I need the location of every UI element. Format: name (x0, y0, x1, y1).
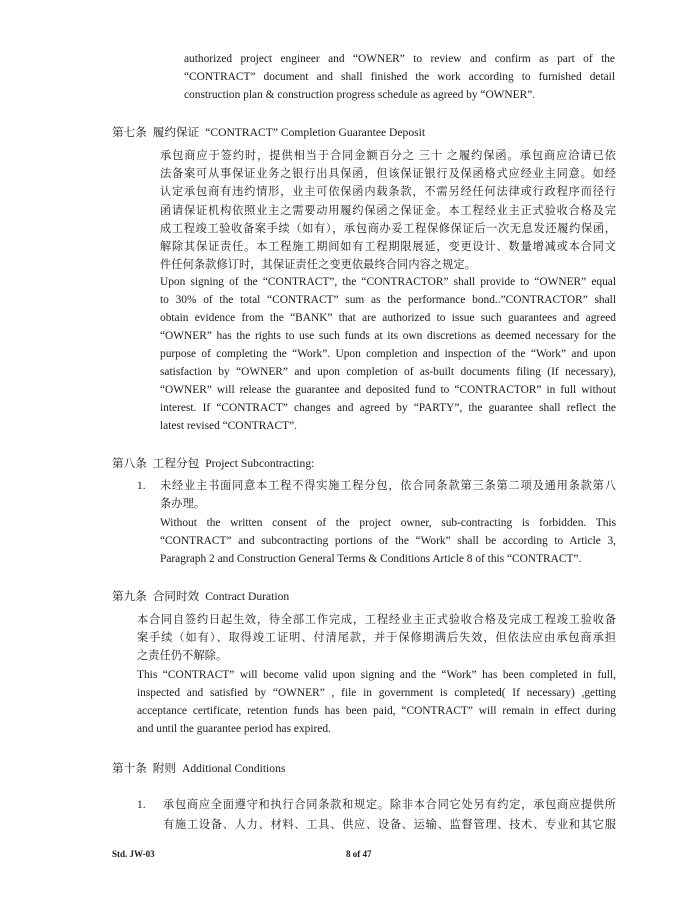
text-line: 案手续（如有）、取得竣工证明、付清尾款，并于保修期满后失效，但依法应由承包商承担 (137, 632, 616, 645)
text-line: “CONTRACT” and subcontracting portions of the “Work” shall be according to Article 3, (160, 535, 616, 547)
text-line: 承包商应全面遵守和执行合同条款和规定。除非本合同它处另有约定，承包商应提供所 (163, 799, 616, 811)
text-line: 未经业主书面同意本工程不得实施工程分包，依合同条款第三条第二项及通用条款第八 (160, 480, 616, 492)
text-line: 有施工设备、人力、材料、工具、供应、设备、运输、监督管理、技术、专业和其它服 (163, 819, 616, 831)
text-line: “CONTRACT” document and shall finished the work according to furnished detail (184, 71, 615, 83)
article-9-chinese-paragraph (137, 611, 616, 666)
article-10-chinese-paragraph (163, 795, 616, 835)
article-9-english-paragraph (137, 666, 616, 738)
text-line: and until the guarantee period has expired. (137, 723, 331, 735)
article-8-chinese-paragraph (160, 477, 616, 513)
text-line: Without the written consent of the project owner, sub-contracting is forbidden. This (160, 517, 616, 529)
text-line: Paragraph 2 and Construction General Terms & Conditions Article 8 of this “CONTRACT”. (160, 553, 582, 565)
top-continuation-paragraph (184, 50, 615, 104)
text-line: “OWNER” has the rights to use such funds at its own discretions as deemed necessary for the (160, 330, 616, 342)
article-number: 第十条 (112, 762, 147, 775)
article-title-en: Additional Conditions (182, 762, 286, 775)
text-line: 认定承包商有违约情形，业主可依保函内载条款，不需另经任何法律或行政程序而径行 (160, 186, 616, 199)
footer-doc-code: Std. JW-03 (112, 849, 155, 859)
text-line: 承包商应于签约时，提供相当于合同金额百分之 三十 之履约保函。承包商应洽请已依 (160, 150, 616, 162)
text-line: to 30% of the total “CONTRACT” sum as the performance bond..”CONTRACTOR” shall (160, 294, 616, 306)
article-9-heading (112, 588, 295, 606)
article-7-chinese-paragraph (160, 147, 616, 274)
text-line: “OWNER” will release the guarantee and deposited fund to “CONTRACTOR” in full without (160, 384, 616, 396)
text-line: 法备案可从事保证业务之银行出具保函，但该保证银行及保函格式应经业主同意。如经 (160, 168, 616, 181)
article-title-zh: 合同时效 (152, 590, 200, 603)
article-title-zh: 履约保证 (152, 126, 200, 139)
text-line: 函请保证机构依照业主之需要动用履约保函之保证金。本工程经业主正式验收合格及完 (160, 204, 616, 217)
text-line: 条办理。 (160, 498, 206, 511)
list-item-number: 1. (137, 480, 146, 492)
footer-page-number: 8 of 47 (346, 849, 372, 859)
text-line: inspected and satisfied by “OWNER” , file in government is completed( If necessary) ,getting (137, 687, 616, 699)
text-line: interest. If “CONTRACT” changes and agreed by “PARTY”, the guarantee shall reflect the (160, 402, 616, 414)
article-10-heading (112, 760, 291, 778)
list-item-number: 1. (137, 799, 146, 811)
text-line: 成工程竣工验收备案手续（如有），承包商办妥工程保修保证后一次无息发还履约保函， (160, 222, 616, 235)
article-number: 第九条 (112, 590, 147, 603)
text-line: 本合同自签约日起生效，待全部工作完成，工程经业主正式验收合格及完成工程竣工验收备 (137, 614, 616, 626)
text-line: satisfaction by “OWNER” and upon completion of as-built documents filing (If necessary), (160, 366, 616, 378)
article-8-heading (112, 455, 320, 473)
article-7-heading (112, 124, 431, 142)
text-line: 之责任仍不解除。 (137, 650, 228, 663)
article-title-en: “CONTRACT” Completion Guarantee Deposit (205, 126, 426, 139)
text-line: latest revised “CONTRACT”. (160, 420, 297, 432)
text-line: Upon signing of the “CONTRACT”, the “CONTRACTOR” shall provide to “OWNER” equal (160, 276, 616, 288)
article-number: 第八条 (112, 457, 147, 470)
text-line: construction plan & construction progress schedule as agreed by “OWNER”. (184, 89, 536, 101)
text-line: obtain evidence from the “BANK” that are authorized to issue such guarantees and agreed (160, 312, 616, 324)
article-7-english-paragraph (160, 273, 616, 435)
text-line: acceptance certificate, retention funds has been paid, “CONTRACT” will remain in effect during (137, 705, 616, 717)
article-number: 第七条 (112, 126, 147, 139)
article-title-en: Project Subcontracting: (205, 457, 315, 470)
text-line: 解除其保证责任。本工程施工期间如有工程期限展延，变更设计、数量增减或本合同文 (160, 241, 616, 254)
text-line: This “CONTRACT” will become valid upon signing and the “Work” has been completed in full, (137, 669, 616, 681)
text-line: authorized project engineer and “OWNER” to review and confirm as part of the (184, 53, 615, 65)
text-line: purpose of completing the “Work”. Upon completion and inspection of the “Work” and upon (160, 348, 616, 360)
article-title-en: Contract Duration (205, 590, 290, 603)
text-line: 件任何条款修订时，其保证责任之变更依最终合同内容之规定。 (160, 259, 477, 272)
article-8-english-paragraph (160, 514, 616, 568)
article-title-zh: 工程分包 (152, 457, 200, 470)
article-title-zh: 附则 (152, 762, 176, 775)
